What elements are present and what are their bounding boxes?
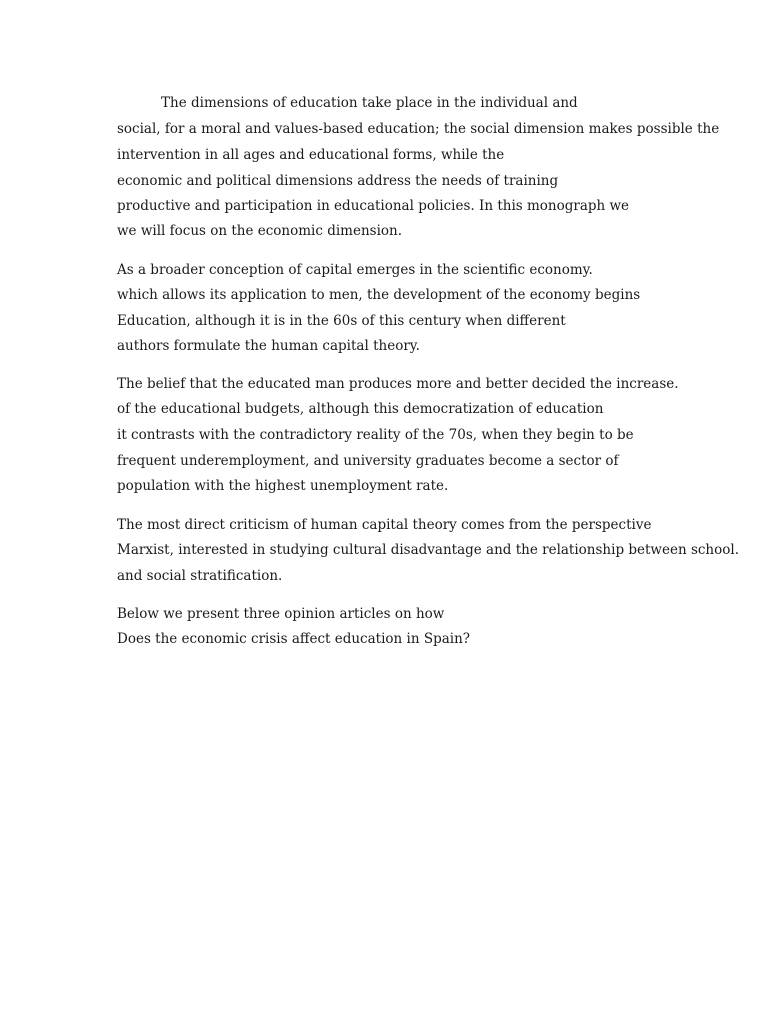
- text-line: and social stratification.: [117, 568, 283, 584]
- text-line: authors formulate the human capital theory.: [117, 338, 420, 354]
- text-line: Education, although it is in the 60s of this century when different: [117, 313, 566, 329]
- text-line: productive and participation in educational policies. In this monograph we: [117, 198, 630, 214]
- text-line: The belief that the educated man produces more and better decided the increase.: [117, 376, 679, 392]
- text-line: we will focus on the economic dimension.: [117, 223, 403, 239]
- text-line: of the educational budgets, although this democratization of education: [117, 401, 604, 417]
- text-line: frequent underemployment, and university graduates become a sector of: [117, 453, 619, 469]
- text-line: Below we present three opinion articles on how: [117, 606, 445, 622]
- text-line: which allows its application to men, the development of the economy begins: [117, 287, 641, 303]
- text-line: The most direct criticism of human capital theory comes from the perspective: [117, 517, 652, 533]
- text-line: social, for a moral and values-based education; the social dimension makes possible the: [117, 121, 720, 137]
- text-line: Does the economic crisis affect education in Spain?: [117, 631, 471, 647]
- text-line: it contrasts with the contradictory reality of the 70s, when they begin to be: [117, 427, 634, 443]
- text-line: As a broader conception of capital emerges in the scientific economy.: [117, 262, 593, 278]
- text-line: Marxist, interested in studying cultural disadvantage and the relationship between school.: [117, 542, 739, 558]
- text-line: population with the highest unemployment rate.: [117, 478, 449, 494]
- text-line: intervention in all ages and educational forms, while the: [117, 147, 505, 163]
- text-line: The dimensions of education take place in the individual and: [161, 95, 578, 111]
- text-line: economic and political dimensions address the needs of training: [117, 173, 559, 189]
